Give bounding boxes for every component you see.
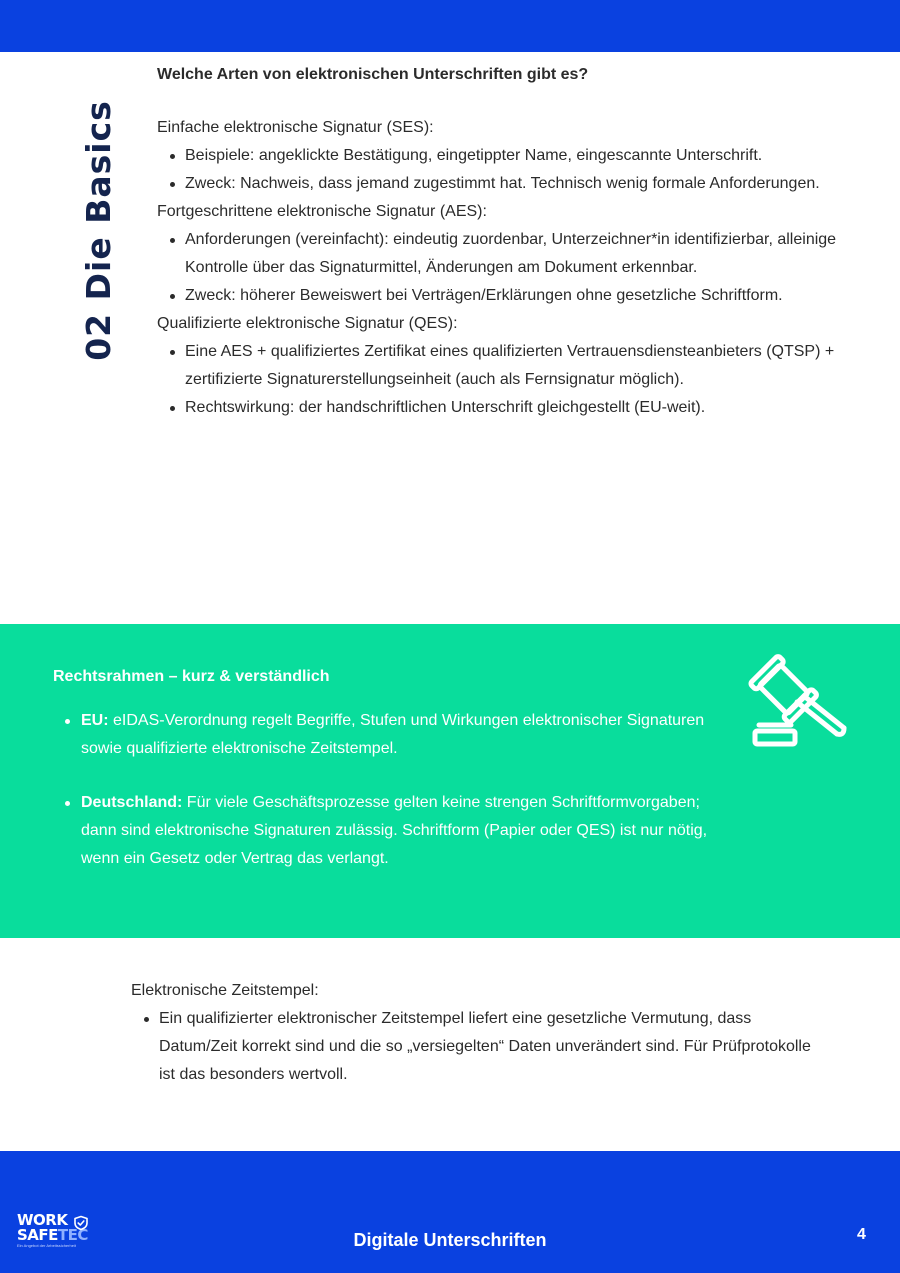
qes-title: Qualifizierte elektronische Signatur (QES):: [157, 315, 458, 332]
aes-list: [157, 226, 857, 310]
timestamp-section: [131, 977, 811, 1089]
page-number: 4: [857, 1226, 866, 1243]
legal-list: [53, 707, 733, 899]
list-item: Zweck: höherer Beweiswert bei Verträgen/Erklärungen ohne gesetzliche Schriftform.: [157, 282, 857, 310]
top-bar: [0, 0, 900, 52]
list-item: Anforderungen (vereinfacht): eindeutig zuordenbar, Unterzeichner*in identifizierbar, alleinige Kontrolle über das Signaturmittel, Änderungen am Dokument erkennbar.: [157, 226, 857, 282]
legal-heading: Rechtsrahmen – kurz & verständlich: [53, 668, 330, 685]
logo-tec: TEC: [57, 1226, 88, 1244]
logo-tagline: Ein Angebot der Arbeitssicherheit: [17, 1243, 76, 1248]
list-item: Eine AES + qualifiziertes Zertifikat eines qualifizierten Vertrauensdiensteanbieters (QTSP) + zertifizierte Signaturerstellungseinheit (auch als Fernsignatur möglich).: [157, 338, 857, 394]
aes-title: Fortgeschrittene elektronische Signatur (AES):: [157, 203, 487, 220]
chapter-title-text: 02 Die Basics: [78, 99, 118, 361]
ses-title: Einfache elektronische Signatur (SES):: [157, 119, 434, 136]
timestamp-title: Elektronische Zeitstempel:: [131, 982, 319, 999]
shield-check-icon: [73, 1215, 89, 1231]
chapter-title: [72, 90, 124, 370]
logo-safe: SAFE: [17, 1226, 58, 1244]
timestamp-list: [131, 1005, 811, 1089]
legal-text-eu: eIDAS-Verordnung regelt Begriffe, Stufen und Wirkungen elektronischer Signaturen sowie qualifizierte elektronische Zeitstempel.: [81, 712, 705, 757]
gavel-icon: [745, 650, 849, 750]
list-item: Rechtswirkung: der handschriftlichen Unterschrift gleichgestellt (EU-weit).: [157, 394, 857, 422]
footer: [0, 1151, 900, 1273]
signature-types-section: [157, 64, 857, 422]
footer-title: Digitale Unterschriften: [353, 1230, 547, 1250]
legal-label-de: Deutschland:: [81, 794, 183, 811]
ses-list: [157, 142, 857, 198]
qes-list: [157, 338, 857, 422]
legal-text-de: Für viele Geschäftsprozesse gelten keine strengen Schriftformvorgaben; dann sind elektronische Signaturen zulässig. Schriftform (Papier oder QES) ist nur nötig, wenn ein Gesetz oder Vertrag das verlangt.: [81, 794, 708, 867]
list-item: Ein qualifizierter elektronischer Zeitstempel liefert eine gesetzliche Vermutung, dass Datum/Zeit korrekt sind und die so „versiegelten“ Daten unverändert sind. Für Prüfprotokolle ist das besonders wertvoll.: [131, 1005, 811, 1089]
list-item: Beispiele: angeklickte Bestätigung, eingetippter Name, eingescannte Unterschrift.: [157, 142, 857, 170]
list-item: [53, 707, 733, 763]
logo-line-1: WORK: [17, 1211, 68, 1229]
list-item: [53, 789, 733, 873]
legal-label-eu: EU:: [81, 712, 109, 729]
section-heading: Welche Arten von elektronischen Unterschriften gibt es?: [157, 66, 589, 83]
list-item: Zweck: Nachweis, dass jemand zugestimmt hat. Technisch wenig formale Anforderungen.: [157, 170, 857, 198]
